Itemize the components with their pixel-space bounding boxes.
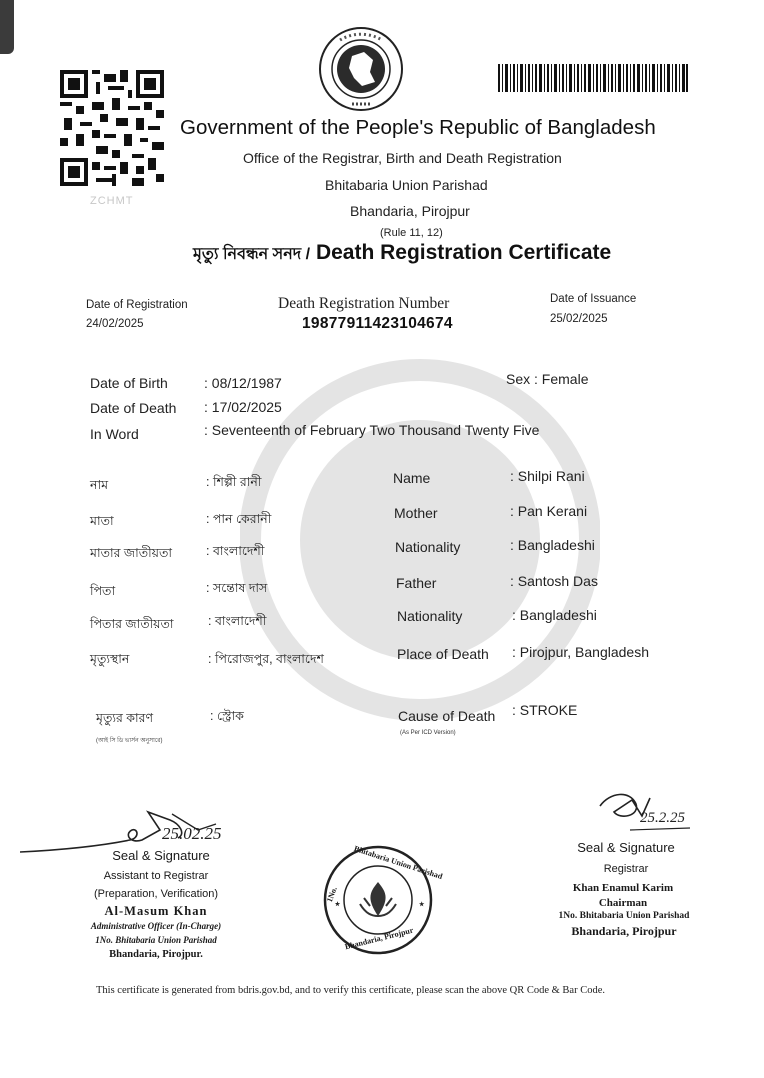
detail-bn-value: : বাংলাদেশী bbox=[206, 544, 265, 558]
detail-en-label: Nationality bbox=[397, 608, 463, 624]
date-of-registration-label: Date of Registration bbox=[86, 299, 188, 311]
right-name: Khan Enamul Karim bbox=[572, 882, 674, 894]
left-place: Bhandaria, Pirojpur. bbox=[109, 949, 203, 960]
detail-en-label: Mother bbox=[394, 505, 438, 521]
detail-en-label: Name bbox=[393, 470, 431, 486]
detail-bn-label: নাম bbox=[90, 478, 109, 492]
registration-number-value: 19877911423104674 bbox=[302, 315, 453, 332]
corner-tab bbox=[0, 0, 14, 54]
detail-bn-label: মাতার জাতীয়তা bbox=[90, 546, 173, 560]
svg-text:★: ★ bbox=[419, 902, 425, 908]
right-place: Bhandaria, Pirojpur bbox=[571, 924, 677, 938]
registration-number-label: Death Registration Number bbox=[278, 295, 450, 312]
inword-value: : Seventeenth of February Two Thousand Twenty Five bbox=[204, 422, 540, 438]
date-of-issuance-value: 25/02/2025 bbox=[550, 313, 608, 325]
upazila-name: Bhandaria, Pirojpur bbox=[350, 203, 470, 219]
seal-top-text: Bhitabaria Union Parishad bbox=[352, 843, 444, 882]
seal-left-text: 1No. bbox=[324, 885, 339, 904]
rule-reference: (Rule 11, 12) bbox=[380, 227, 443, 239]
right-seal-signature: Seal & Signature bbox=[577, 840, 675, 855]
office-title: Office of the Registrar, Birth and Death Registration bbox=[243, 150, 562, 166]
svg-text:★: ★ bbox=[334, 900, 343, 908]
qr-code[interactable] bbox=[60, 70, 164, 186]
signature-right-date: 25.2.25 bbox=[640, 810, 685, 826]
detail-en-value: : Shilpi Rani bbox=[510, 468, 585, 484]
detail-en-value: : STROKE bbox=[512, 702, 578, 718]
signature-left-date: 25.02.25 bbox=[162, 824, 222, 843]
left-office: 1No. Bhitabaria Union Parishad bbox=[95, 935, 217, 945]
detail-en-value: : Pan Kerani bbox=[510, 503, 588, 519]
certificate-title-bn: মৃত্যু নিবন্ধন সনদ / bbox=[193, 246, 311, 263]
date-of-registration-value: 24/02/2025 bbox=[86, 318, 144, 330]
right-role: Registrar bbox=[603, 863, 649, 875]
dod-value: : 17/02/2025 bbox=[204, 399, 282, 415]
dob-label: Date of Birth bbox=[90, 375, 168, 391]
detail-bn-label: মৃত্যুর কারণ bbox=[96, 711, 154, 725]
detail-bn-value: : সন্তোষ দাস bbox=[206, 581, 268, 595]
detail-en-value: : Pirojpur, Bangladesh bbox=[512, 644, 649, 660]
dob-value: : 08/12/1987 bbox=[204, 375, 282, 391]
detail-en-value: : Bangladeshi bbox=[510, 537, 595, 553]
left-name: Al-Masum Khan bbox=[104, 904, 208, 918]
footer-note: This certificate is generated from bdris.gov.bd, and to verify this certificate, please scan the above QR Code & Bar Code. bbox=[96, 985, 605, 996]
certificate-title-en: Death Registration Certificate bbox=[315, 241, 612, 264]
qr-caption: ZCHMT bbox=[90, 195, 134, 207]
government-title: Government of the People's Republic of Bangladesh bbox=[180, 116, 656, 139]
detail-en-label: Place of Death bbox=[397, 646, 489, 662]
right-title: Chairman bbox=[598, 897, 648, 909]
detail-en-value: : Santosh Das bbox=[510, 573, 598, 589]
detail-bn-label: পিতা bbox=[90, 584, 116, 598]
date-of-issuance-label: Date of Issuance bbox=[550, 293, 637, 305]
government-emblem-icon bbox=[318, 26, 404, 112]
detail-bn-value: : বাংলাদেশী bbox=[208, 614, 267, 628]
left-title: Administrative Officer (In-Charge) bbox=[90, 921, 222, 931]
cause-note-bn: (আই সি ডি ভার্সন অনুসারে) bbox=[96, 738, 163, 744]
sex-value: Sex : Female bbox=[506, 371, 589, 387]
barcode[interactable] bbox=[498, 64, 688, 92]
detail-bn-value: : স্ট্রোক bbox=[210, 709, 244, 723]
seal-bottom-text: Bhandaria, Pirojpur bbox=[343, 925, 415, 952]
left-role: Assistant to Registrar bbox=[103, 870, 209, 882]
detail-en-value: : Bangladeshi bbox=[512, 607, 597, 623]
right-office: 1No. Bhitabaria Union Parishad bbox=[558, 911, 690, 921]
detail-bn-value: : শিল্পী রানী bbox=[206, 475, 262, 489]
detail-bn-label: পিতার জাতীয়তা bbox=[90, 617, 174, 631]
detail-bn-value: : পিরোজপুর, বাংলাদেশ bbox=[208, 652, 324, 666]
detail-en-label: Father bbox=[396, 575, 437, 591]
union-name: Bhitabaria Union Parishad bbox=[325, 177, 488, 193]
detail-en-label: Nationality bbox=[395, 539, 461, 555]
left-seal-signature: Seal & Signature bbox=[112, 848, 210, 863]
inword-label: In Word bbox=[90, 426, 139, 442]
detail-bn-label: মৃত্যুস্থান bbox=[90, 652, 130, 666]
left-duty: (Preparation, Verification) bbox=[93, 888, 219, 900]
dod-label: Date of Death bbox=[90, 400, 177, 416]
detail-bn-label: মাতা bbox=[90, 514, 114, 528]
detail-en-label: Cause of Death bbox=[398, 708, 496, 724]
detail-bn-value: : পান কেরানী bbox=[206, 512, 272, 526]
cause-note-en: (As Per ICD Version) bbox=[400, 730, 456, 736]
certificate-title bbox=[193, 241, 611, 268]
